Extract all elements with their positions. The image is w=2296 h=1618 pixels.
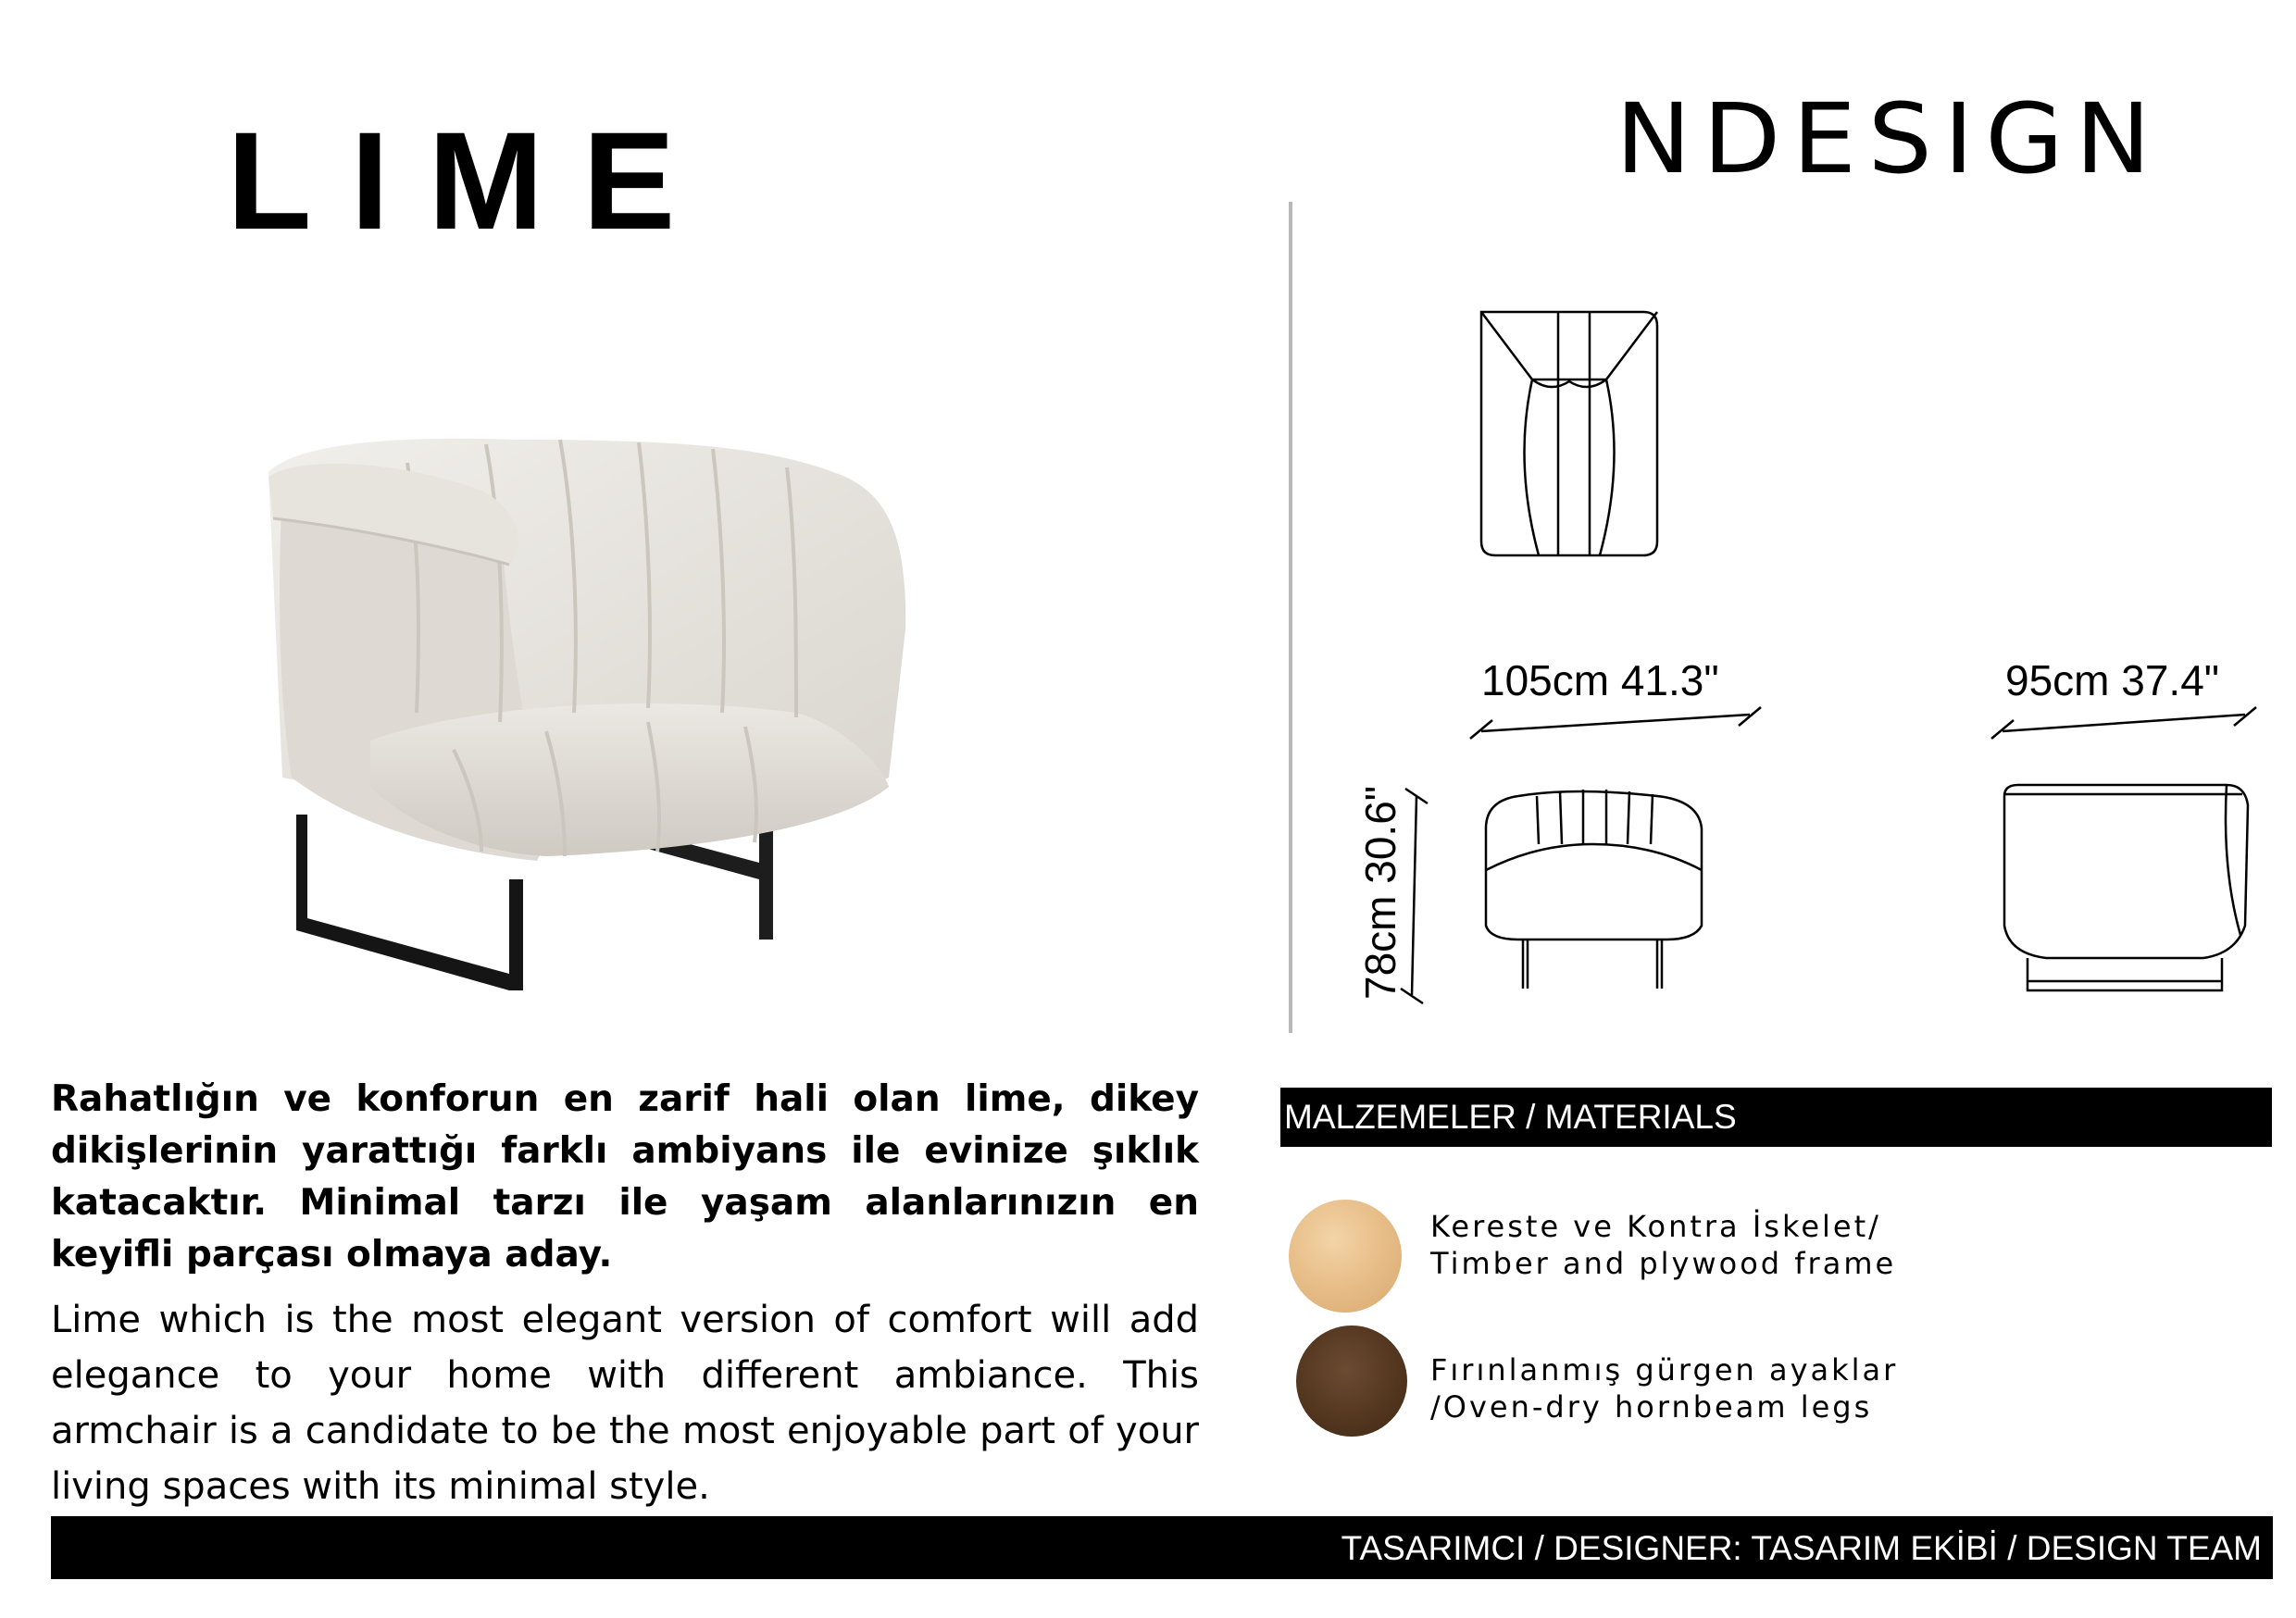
material-label-tr: Kereste ve Kontra İskelet/ — [1430, 1209, 1881, 1244]
timber-swatch-icon — [1289, 1200, 1402, 1313]
depth-dimension: 95cm 37.4" — [2005, 656, 2220, 704]
materials-heading: MALZEMELER / MATERIALS — [1280, 1088, 2272, 1147]
description-english: Lime which is the most elegant version of comfort will add elegance to your home with different ambiance. This armchair is a candidate to be the most enjoyable part of your living spaces with its minimal style. — [51, 1299, 1199, 1508]
side-view-drawing — [2004, 785, 2248, 958]
front-view-drawing — [1486, 791, 1702, 940]
height-dimension-line — [1412, 796, 1416, 995]
depth-dimension-line — [2003, 715, 2245, 731]
product-title: LIME — [227, 103, 715, 258]
designer-credit: TASARIMCI / DESIGNER: TASARIM EKİBİ / DESIGN TEAM — [51, 1516, 2273, 1579]
material-item-timber — [1430, 1208, 1896, 1282]
armchair-photo — [241, 389, 1092, 1018]
material-item-hornbeam — [1430, 1351, 1898, 1425]
height-dimension: 78cm 30.6" — [1356, 785, 1404, 1000]
hornbeam-swatch-icon — [1296, 1326, 1407, 1437]
material-label-en: /Oven-dry hornbeam legs — [1430, 1389, 1873, 1425]
section-divider — [1289, 202, 1292, 1033]
width-dimension: 105cm 41.3" — [1481, 656, 1719, 704]
description-turkish: Rahatlığın ve konforun en zarif hali olan lime, dikey dikişlerinin yarattığı farklı ambiyans ile evinize şıklık katacaktır. Minimal tarzı ile yaşam alanlarınızın en keyifli parçası olmaya aday. — [51, 1078, 1199, 1276]
brand-logo: NDESIGN — [1616, 82, 2163, 195]
material-label-tr: Fırınlanmış gürgen ayaklar — [1430, 1352, 1899, 1388]
width-dimension-line — [1481, 715, 1750, 731]
material-label-en: Timber and plywood frame — [1430, 1246, 1897, 1281]
